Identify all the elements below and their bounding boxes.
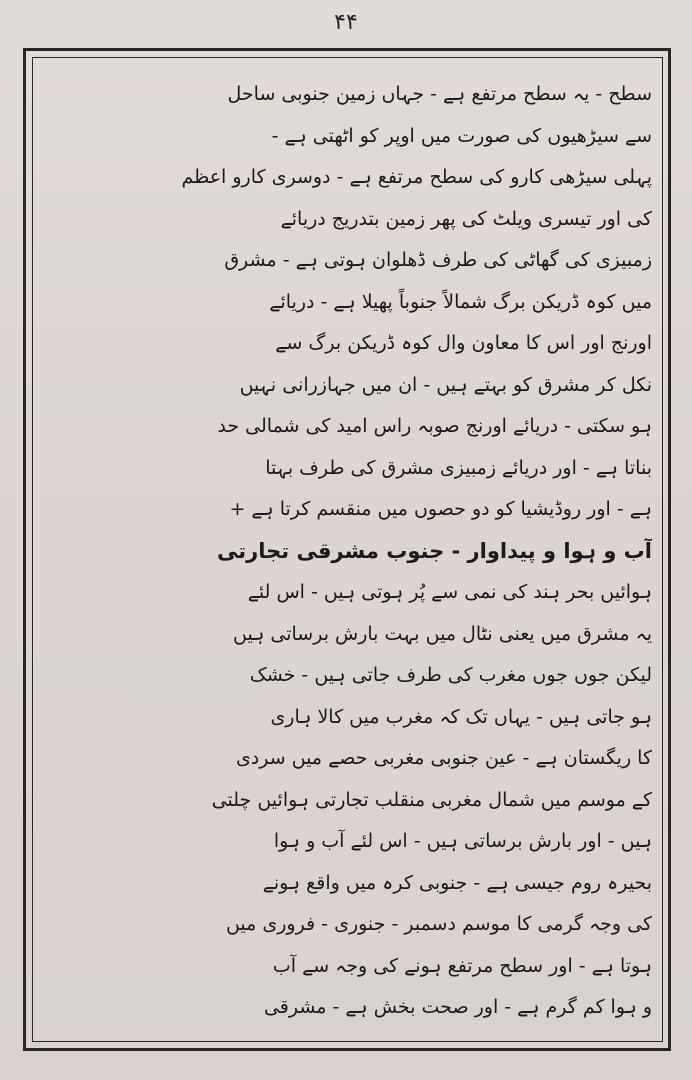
text-line: کی اور تیسری ویلٹ کی پھر زمین بتدریج دریائے	[280, 207, 652, 230]
text-line: نکل کر مشرق کو بہتے ہیں - ان میں جہازرانی نہیں	[239, 373, 652, 396]
text-line: پہلی سیڑھی کارو کی سطح مرتفع ہے - دوسری کارو اعظم	[181, 166, 652, 188]
text-line: لیکن جوں جوں مغرب کی طرف جاتی ہیں - خشک	[249, 664, 652, 686]
text-line: ہوائیں بحر ہند کی نمی سے پُر ہوتی ہیں - اس لئے	[247, 581, 652, 603]
text-line: کی وجہ گرمی کا موسم دسمبر - جنوری - فروری میں	[225, 913, 652, 935]
text-line: بناتا ہے - اور دریائے زمبیزی مشرق کی طرف بہتا	[265, 456, 652, 479]
text-line: سطح - یہ سطح مرتفع ہے - جہاں زمین جنوبی ساحل	[227, 83, 652, 105]
text-line: کے موسم میں شمال مغربی منقلب تجارتی ہوائیں چلتی	[211, 788, 652, 811]
text-line: ہو جاتی ہیں - یہاں تک کہ مغرب میں کالا ہاری	[270, 705, 652, 728]
text-line: زمبیزی کی گھاٹی کی طرف ڈھلوان ہوتی ہے - مشرق	[224, 249, 652, 271]
text-line: بحیرہ روم جیسی ہے - جنوبی کرہ میں واقع ہونے	[262, 871, 652, 894]
text-line: ہو سکتی - دریائے اورنج صوبہ راس امید کی شمالی حد	[217, 415, 652, 437]
text-line: اورنج اور اس کا معاون وال کوہ ڈریکن برگ سے	[275, 332, 652, 354]
text-line: میں کوہ ڈریکن برگ شمالاً جنوباً پھیلا ہے - دریائے	[269, 290, 652, 313]
section-heading-line: آب و ہوا و پیداوار - جنوب مشرقی تجارتی	[217, 538, 652, 563]
text-line: و ہوا کم گرم ہے - اور صحت بخش ہے - مشرقی	[263, 996, 652, 1018]
text-line: یہ مشرق میں یعنی نٹال میں بہت بارش برساتی ہیں	[233, 622, 652, 645]
text-line: ہوتا ہے - اور سطح مرتفع ہونے کی وجہ سے آب	[272, 954, 652, 977]
text-line: سے سیڑھیوں کی صورت میں اوپر کو اٹھتی ہے -	[271, 124, 652, 147]
text-line: ہے - اور روڈیشیا کو دو حصوں میں منقسم کرتا ہے +	[229, 498, 652, 520]
text-line: کا ریگستان ہے - عین جنوبی مغربی حصے میں سردی	[235, 747, 652, 769]
page-number: ۴۴	[334, 10, 358, 35]
text-line: ہیں - اور بارش برساتی ہیں - اس لئے آب و ہوا	[273, 830, 652, 852]
body-text	[43, 74, 652, 1029]
text-frame	[32, 57, 663, 1042]
